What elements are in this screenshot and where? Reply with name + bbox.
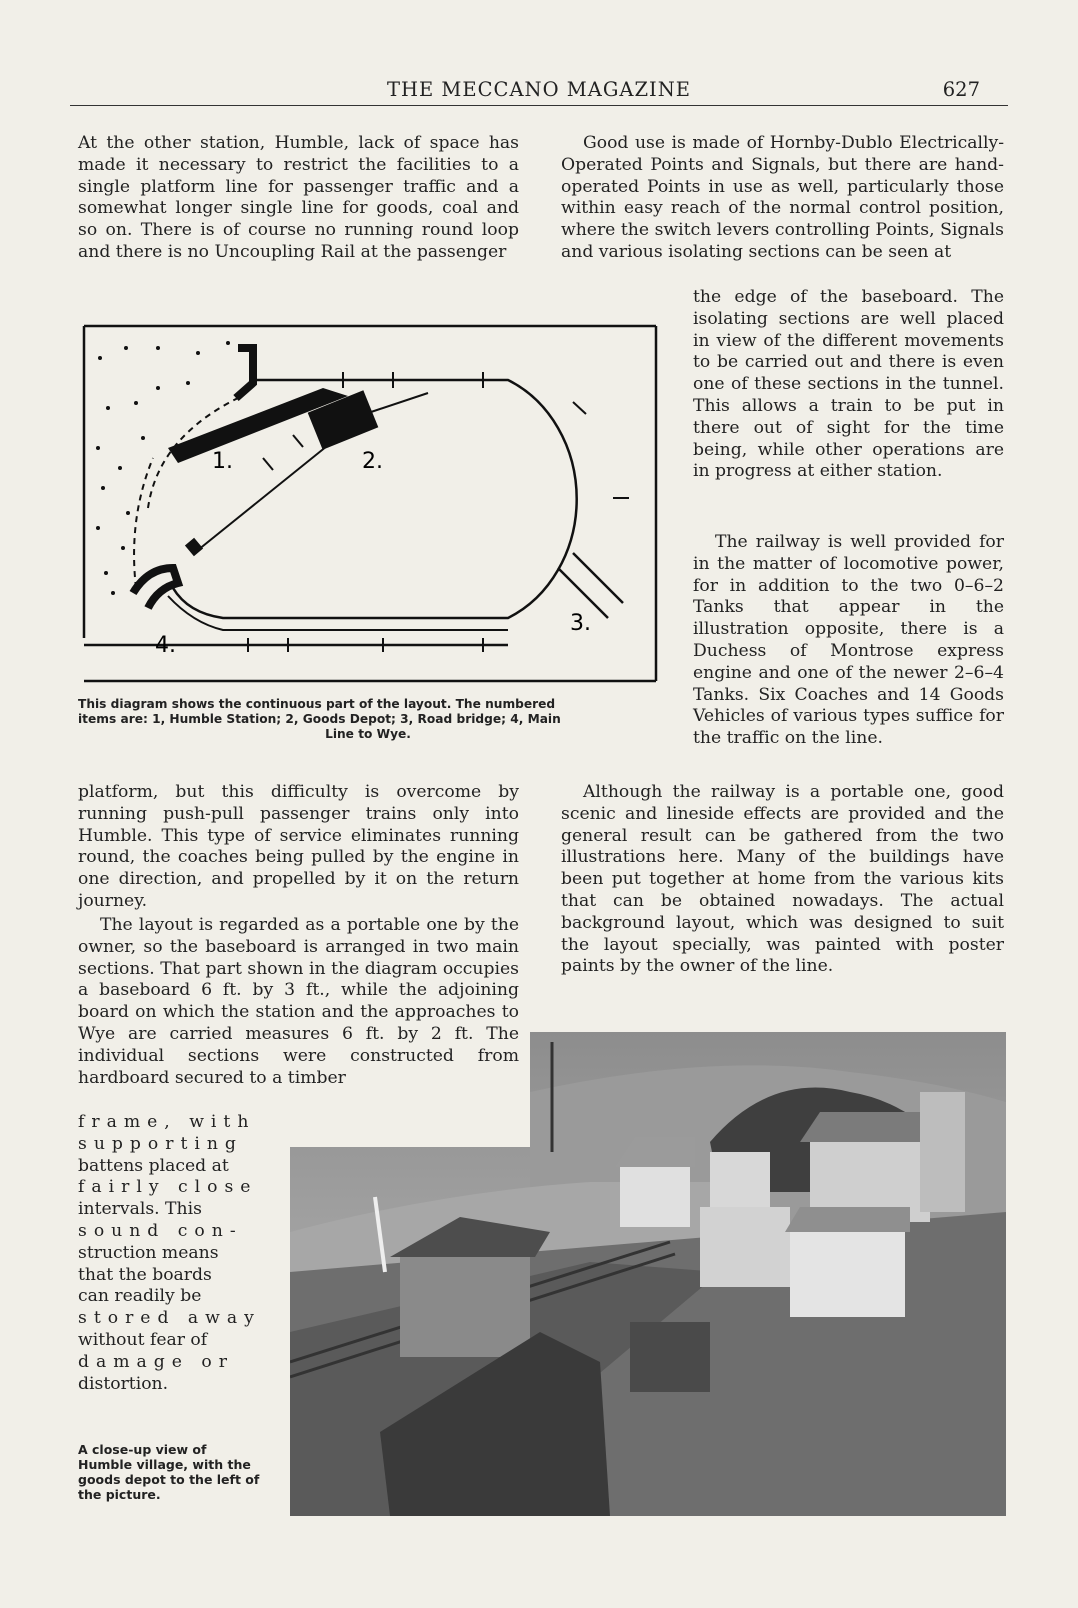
narrow-line: frame, with <box>78 1112 256 1132</box>
diagram-caption <box>78 697 658 742</box>
narrow-line: damage or <box>78 1351 234 1372</box>
col1-mid-paragraph-1: platform, but this difficulty is overcome by running push-pull passenger trains only into Humble. This type of service eliminates running round, the coaches being pulled by the engine in one direction, and propelled by it on the return journey. <box>78 782 519 911</box>
diagram-label-2: 2. <box>362 449 383 474</box>
magazine-title: THE MECCANO MAGAZINE <box>386 78 692 101</box>
narrow-line: fairly close <box>78 1177 258 1198</box>
narrow-line: supporting <box>78 1133 243 1154</box>
narrow-line: stored away <box>78 1308 261 1329</box>
layout-diagram <box>78 318 658 684</box>
village-photo <box>290 1032 1006 1516</box>
narrow-line: can readily be <box>78 1286 202 1307</box>
diagram-caption-line: Line to Wye. <box>325 727 411 741</box>
diagram-label-3: 3. <box>570 611 591 636</box>
col1-top-paragraph: At the other station, Humble, lack of space has made it necessary to restrict the facilities to a single platform line for passenger traffic and a somewhat longer single line for goods, coal and so on. There is of course no running round loop and there is no Uncoupling Rail at the passenger <box>78 133 519 262</box>
narrow-line: intervals. This <box>78 1199 202 1220</box>
narrow-line: that the boards <box>78 1264 212 1285</box>
col1-narrow-text <box>78 1112 264 1395</box>
diagram-label-4: 4. <box>155 633 176 658</box>
narrow-line: struction means <box>78 1242 219 1263</box>
diagram-caption-line: items are: 1, Humble Station; 2, Goods Depot; 3, Road bridge; 4, Main <box>78 712 561 726</box>
narrow-line: sound con- <box>78 1220 243 1241</box>
col2-narrow-paragraph-1: the edge of the baseboard. The isolating sections are well placed in view of the different movements to be carried out and there is even one of these sections in the tunnel. This allows a train to be put in there out of sight for the time being, while other operations are in progress at either station. <box>693 287 1004 482</box>
col1-mid-paragraph-2: The layout is regarded as a portable one by the owner, so the baseboard is arranged in two main sections. That part shown in the diagram occupies a baseboard 6 ft. by 3 ft., while the adjoining board on which the station and the approaches to Wye are carried measures 6 ft. by 2 ft. The individual sections were constructed from hardboard secured to a timber <box>78 915 519 1088</box>
col2-mid-paragraph: Although the railway is a portable one, good scenic and lineside effects are provided and the general result can be gathered from the two illustrations here. Many of the buildings have been put together at home from the various kits that can be obtained nowadays. The actual background layout, which was designed to suit the layout specially, was painted with poster paints by the owner of the line. <box>561 782 1004 977</box>
diagram-caption-line: This diagram shows the continuous part of the layout. The numbered <box>78 697 556 711</box>
narrow-line: without fear of <box>78 1329 208 1350</box>
col2-narrow-paragraph-2: The railway is well provided for in the matter of locomotive power, for in addition to the two 0–6–2 Tanks that appear in the illustration opposite, there is a Duchess of Montrose express engine and one of the newer 2–6–4 Tanks. Six Coaches and 14 Goods Vehicles of various types suffice for the traffic on the line. <box>693 532 1004 749</box>
header-rule <box>70 105 1008 106</box>
diagram-label-1: 1. <box>212 449 233 474</box>
page-number: 627 <box>942 78 980 101</box>
narrow-line: battens placed at <box>78 1155 229 1176</box>
narrow-line: distortion. <box>78 1373 169 1394</box>
photo-caption: A close-up view of Humble village, with the goods depot to the left of the picture. <box>78 1442 260 1502</box>
col2-top-paragraph: Good use is made of Hornby-Dublo Electrically-Operated Points and Signals, but there are hand-operated Points in use as well, particularly those within easy reach of the normal control position, where the switch levers controlling Points, Signals and various isolating sections can be seen at <box>561 133 1004 262</box>
